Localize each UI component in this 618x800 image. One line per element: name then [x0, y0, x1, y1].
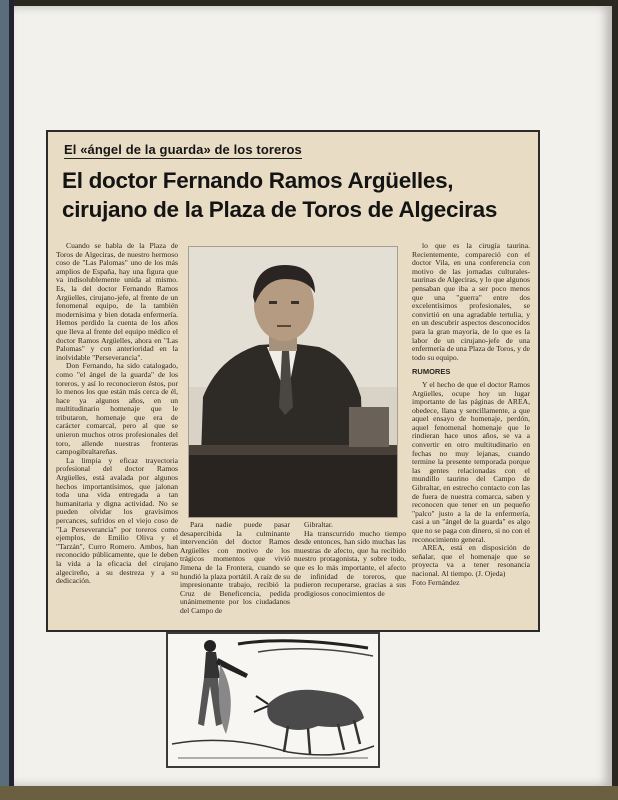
- paragraph: Don Fernando, ha sido catalogado, como "el ángel de la guarda" de los toreros, y así lo reconocieron éstos, por lo menos los que están más cerca de él, hace ya algunos años, en un multitudinario homenaje que le tributaron, homenaje que era de carácter comarcal, pero al que se unieron muchos otros profesionales del toro, allende nuestras fronteras campogibraltareñas.: [56, 361, 178, 457]
- paragraph: lo que es la cirugía taurina. Recientemente, compareció con el doctor Vila, en una conferencia con motivo de las jornadas culturales-taurinas de Algeciras, y lo que algunos pensaban que iba a ser poco menos que una "guerra" entre dos excelentísimos profesionales, se convirtió en una agradable tertulia, y en un descubrir aspectos desconocidos para la gran mayoría, de lo que es la labor de un cirujano-jefe de una enfermería de una Plaza de Toros, y de todo su equipo.: [412, 242, 530, 362]
- article-column-1: [56, 242, 178, 620]
- article-column-3: [412, 242, 530, 620]
- binder-edge: [0, 0, 14, 800]
- section-heading: RUMORES: [412, 367, 451, 377]
- paragraph: Y el hecho de que el doctor Ramos Argüelles, ocupe hoy un lugar importante de las páginas de AREA, obedece, llana y sencillamente, a que aquel ensayo de homenaje, perdón, aquel fenomenal homenaje que le rindieran hace unos años, se va a convertir en otro multitudinario en fechas no muy lejanas, cuando termine la presente temporada porque las gentes relacionadas con el mundillo taurino del Campo de Gibraltar, en estrecho contacto con las de fuera de nuestra comarca, saben y reconocen que tener en un pequeño "palco" justo a la de la enfermería, casi a un "ángel de la guarda" es algo que no se paga con dinero, si no con el reconocimiento general.: [412, 379, 530, 544]
- newspaper-clipping: [46, 130, 540, 632]
- portrait-photo: [188, 246, 398, 518]
- article-kicker: El «ángel de la guarda» de los toreros: [64, 142, 302, 157]
- desk-surface: [0, 786, 618, 800]
- photo-credit: Foto Fernández: [412, 577, 460, 587]
- article-column-2b: [294, 521, 406, 621]
- paragraph: Gibraltar.: [304, 521, 333, 529]
- paragraph: Cuando se habla de la Plaza de Toros de Algeciras, de nuestro hermoso coso de "Las Palomas" uno de los más amplios de España, hay una figura que va indisolublemente unida al mismo. Es, la del doctor Fernando Ramos Argüelles, cirujano-jefe, al frente de un fenomenal equipo, de la también modernísima y bien dotada enfermería. Hemos perdido la cuenta de los años que lleva al frente del equipo médico el doctor Ramos Argüelles, ahora en "Las Palomas" y con anterioridad en la inolvidable "Perseverancia".: [56, 242, 178, 362]
- headline-line-2: cirujano de la Plaza de Toros de Algeciras: [62, 197, 498, 222]
- bullfight-sketch: [166, 632, 380, 768]
- paragraph: AREA, está en disposición de señalar, que el homenaje que se proyecta va a tener resonancia nacional. Al tiempo. (J. Ojeda): [412, 543, 530, 578]
- article-column-2a: [180, 521, 290, 621]
- bullfight-illustration: [168, 634, 378, 766]
- portrait-image: [189, 247, 397, 517]
- headline-line-1: El doctor Fernando Ramos Argüelles,: [62, 168, 454, 193]
- paragraph: Para nadie puede pasar desapercibida la culminante intervención del doctor Ramos Argüelles con motivo de los trágicos momentos que vivió Jimena de la Frontera, cuando se hundió la plaza portátil. A raíz de su impresionante trabajo, recibió la Cruz de Beneficencia, pedida unánimemente por los ciudadanos del Campo de: [180, 521, 290, 615]
- paragraph: Ha transcurrido mucho tiempo desde entonces, han sido muchas las muestras de afecto, que ha recibido nuestro protagonista, y sobre todo, que es lo más importante, el afecto de infinidad de toreros, que pudieron recuperarse, gracias a sus prodigiosos conocimientos de: [294, 528, 406, 598]
- article-headline: [62, 166, 532, 224]
- paragraph: La limpia y eficaz trayectoria profesional del doctor Ramos Argüelles, está avalada por algunos hechos importantísimos, que jalonan toda una vida entregada a tan humanitaria y digna actividad. No se pueden olvidar los gravísimos percances, sufridos en el viejo coso de "La Perseverancia" por toreros como ejemplos, de Emilio Oliva y el "Tarzán", Curro Romero. Ambos, han reconocido públicamente, que le deben la vida a la eficacia del cirujano algecireño, a su destreza y a su dedicación.: [56, 455, 178, 586]
